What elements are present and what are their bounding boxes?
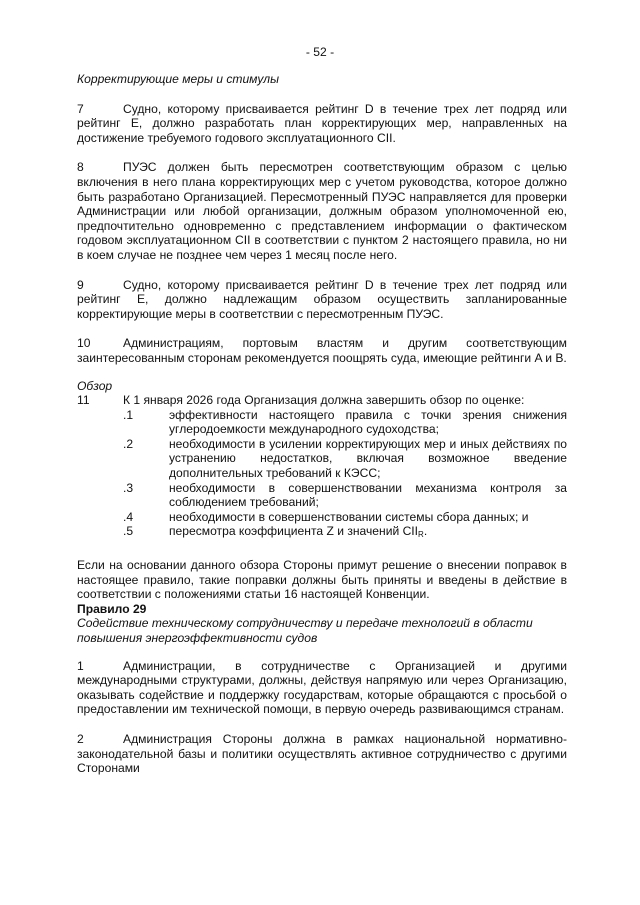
rule-paragraph-2 (77, 732, 567, 776)
subscript: R (418, 530, 424, 540)
paragraph-7 (77, 102, 567, 146)
item-text: необходимости в совершенствовании механизма контроля за соблюдением требований; (169, 480, 567, 510)
paragraph-10 (77, 336, 567, 365)
item-number: .2 (123, 436, 134, 451)
item-text-wrapper (169, 524, 567, 543)
paragraph-text: Администрации, в сотрудничестве с Организацией и другими международными структурами, должны, действуя напрямую или через Организацию, оказывать содействие и поддержку государствам, которые обращаются с просьбой о предоставлении им технической помощи, в первую очередь развивающимся странам. (77, 658, 567, 717)
review-item-4 (77, 510, 567, 525)
paragraph-9 (77, 278, 567, 322)
item-text: пересмотра коэффициента Z и значений CII (169, 524, 419, 539)
item-text: эффективности настоящего правила с точки зрения снижения углеродоемкости международного судоходства; (169, 407, 567, 437)
paragraph-number: 8 (77, 160, 84, 175)
item-number: .4 (123, 509, 134, 524)
paragraph-number: 9 (77, 277, 84, 292)
paragraph-number: 10 (77, 336, 91, 351)
paragraph-text: Администрациям, портовым властям и другим соответствующим заинтересованным сторонам рекомендуется поощрять суда, имеющие рейтинги A и B. (77, 336, 567, 365)
section-heading-corrective: Корректирующие меры и стимулы (77, 72, 279, 86)
paragraph-11 (77, 393, 567, 408)
paragraph-number: 11 (77, 393, 90, 408)
paragraph-text: ПУЭС должен быть пересмотрен соответствующим образом с целью включения в него плана корректирующих мер с учетом руководства, которое должно быть разработано Организацией. Пересмотренный ПУЭС направляется для проверки Администрации или любой организации, должным образом уполномоченной ею, предпочтительно одновременно с представлением информации о фактическом годовом эксплуатационном CII в соответствии с пунктом 2 настоящего правила, но ни в коем случае не позднее чем через 1 месяц после него. (77, 160, 567, 262)
item-text: необходимости в совершенствовании системы сбора данных; и (169, 509, 529, 524)
paragraph-number: 1 (77, 658, 84, 673)
item-text: необходимости в усилении корректирующих мер и иных действиях по устранению недостатков, включая возможное введение дополнительных требований к КЭСС; (169, 436, 567, 481)
item-number: .5 (123, 524, 134, 539)
section-heading-review: Обзор (77, 378, 113, 393)
item-number: .1 (123, 407, 134, 422)
rule-title: Правило 29 (77, 601, 147, 616)
review-item-3 (77, 481, 567, 510)
rule-subtitle: Содействие техническому сотрудничеству и передаче технологий в области повышения энергоэффективности судов (77, 616, 533, 645)
page-number: - 52 - (305, 45, 335, 59)
document-body (77, 72, 567, 776)
review-item-5 (77, 524, 567, 543)
paragraph-text: Судно, которому присваивается рейтинг D в течение трех лет подряд или рейтинг E, должно разработать план корректирующих мер, направленных на достижение требуемого годового эксплуатационного CII. (77, 101, 567, 145)
paragraph-8 (77, 160, 567, 262)
rule-paragraph-1 (77, 659, 567, 717)
paragraph-text: К 1 января 2026 года Организация должна завершить обзор по оценке: (123, 393, 525, 408)
item-text-tail: . (423, 524, 428, 539)
paragraph-number: 7 (77, 101, 84, 116)
review-closing-paragraph: Если на основании данного обзора Стороны примут решение о внесении поправок в настоящее правило, такие поправки должны быть приняты и введены в действие в соответствии с положениями статьи 16 настоящей Конвенции. (77, 558, 567, 602)
paragraph-number: 2 (77, 731, 84, 746)
item-number: .3 (123, 480, 134, 495)
review-item-1 (77, 408, 567, 437)
paragraph-text: Администрация Стороны должна в рамках национальной нормативно-законодательной базы и политики осуществлять активное сотрудничество с другими Сторонами (77, 731, 567, 776)
review-item-2 (77, 437, 567, 481)
paragraph-text: Судно, которому присваивается рейтинг D в течение трех лет подряд или рейтинг E, должно надлежащим образом осуществить запланированные корректирующие меры в соответствии с пересмотренным ПУЭС. (77, 277, 567, 321)
